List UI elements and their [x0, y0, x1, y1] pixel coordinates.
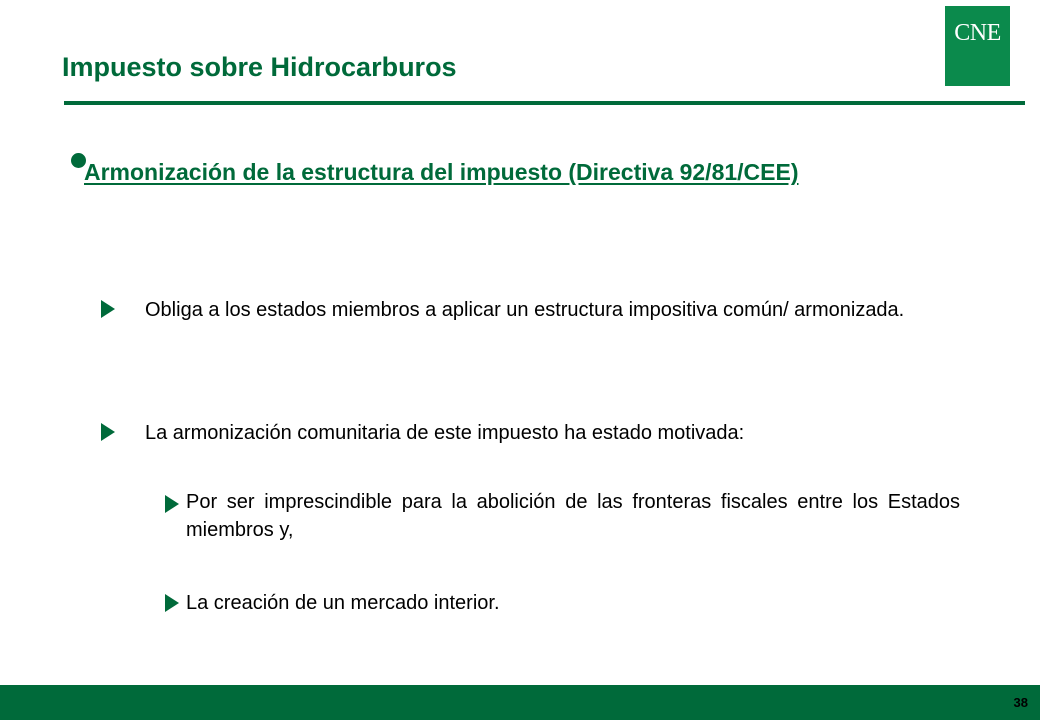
logo-text: CNE — [954, 20, 1001, 46]
title-divider — [64, 101, 1025, 105]
right-arrow-icon — [165, 495, 179, 513]
page-title: Impuesto sobre Hidrocarburos — [62, 52, 457, 82]
bullet-item-1: Obliga a los estados miembros a aplicar un estructura impositiva común/ armonizada. — [145, 299, 905, 321]
right-arrow-icon — [165, 594, 179, 612]
section-heading — [84, 148, 932, 196]
right-arrow-icon — [101, 300, 115, 318]
sub-bullet-item-1: Por ser imprescindible para la abolición de las fronteras fiscales entre los Estados miembros y, — [186, 491, 960, 541]
bullet-item-2: La armonización comunitaria de este impuesto ha estado motivada: — [145, 422, 745, 444]
sub-bullet-item-2: La creación de un mercado interior. — [186, 592, 500, 614]
section-heading-text: Armonización de la estructura del impuesto (Directiva 92/81/CEE) — [84, 159, 799, 185]
cne-logo — [945, 6, 1010, 86]
page-number: 38 — [1013, 695, 1028, 710]
footer-bar — [0, 685, 1040, 720]
right-arrow-icon — [101, 423, 115, 441]
